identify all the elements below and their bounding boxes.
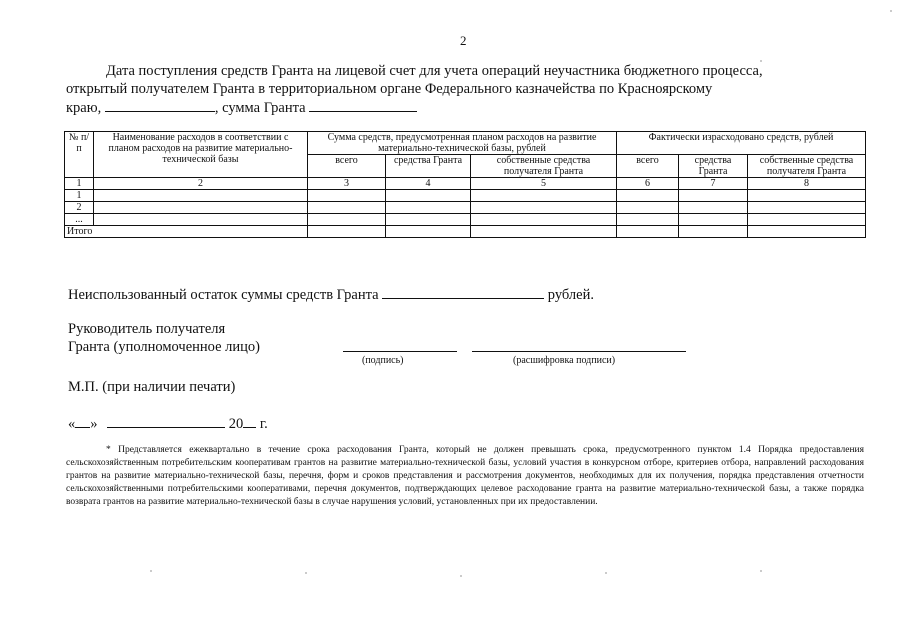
header-planned-grant: средства Гранта [386, 155, 471, 178]
page-number: 2 [460, 33, 467, 48]
table-cell[interactable] [748, 202, 866, 214]
col-number: 7 [679, 178, 748, 190]
col-number: 4 [386, 178, 471, 190]
column-numbers-row [65, 178, 866, 190]
total-label: Итого [65, 226, 308, 238]
col-number: 6 [617, 178, 679, 190]
intro-paragraph [66, 62, 864, 117]
table-cell[interactable] [471, 202, 617, 214]
table-cell[interactable] [679, 214, 748, 226]
header-planned-total: всего [308, 155, 386, 178]
scan-speck [760, 60, 762, 62]
col-number: 3 [308, 178, 386, 190]
table-cell[interactable] [308, 226, 386, 238]
table-cell[interactable] [748, 214, 866, 226]
table-cell[interactable] [94, 214, 308, 226]
date-open-quote: « [68, 416, 76, 432]
signatory-role-2: Гранта (уполномоченное лицо) [68, 339, 260, 355]
col-number: 5 [471, 178, 617, 190]
table-row [65, 214, 866, 226]
unused-balance-blank[interactable] [382, 285, 544, 299]
table-cell[interactable] [308, 214, 386, 226]
intro-line-2: открытый получателем Гранта в территориальном органе Федерального казначейства по Красноярскому [66, 81, 713, 97]
year-blank[interactable] [243, 414, 256, 428]
table-row [65, 190, 866, 202]
header-expense-name: Наименование расходов в соответствии с планом расходов на развитие материально-технической базы [94, 132, 308, 178]
table-cell[interactable] [617, 226, 679, 238]
table-cell[interactable] [308, 202, 386, 214]
signatory-block [68, 320, 260, 356]
table-cell[interactable] [308, 190, 386, 202]
signature-line[interactable] [343, 351, 457, 352]
col-number: 8 [748, 178, 866, 190]
signature-decode-caption: (расшифровка подписи) [513, 355, 616, 366]
scan-speck [760, 570, 762, 572]
row-label: 2 [65, 202, 94, 214]
scan-speck [305, 572, 307, 574]
table-cell[interactable] [386, 190, 471, 202]
table-cell[interactable] [471, 190, 617, 202]
year-suffix: г. [256, 416, 268, 432]
intro-grant-sum-label: , сумма Гранта [214, 100, 310, 116]
scan-speck [150, 570, 152, 572]
header-actual-own: собственные средства получателя Гранта [748, 155, 866, 178]
header-actual: Фактически израсходовано средств, рублей [617, 132, 866, 155]
month-blank[interactable] [107, 414, 225, 428]
grant-sum-blank[interactable] [309, 98, 417, 112]
stamp-label: М.П. (при наличии печати) [68, 379, 236, 395]
total-row [65, 226, 866, 238]
intro-line-3 [66, 98, 864, 117]
year-prefix: 20 [228, 416, 244, 432]
table-cell[interactable] [748, 190, 866, 202]
table-cell[interactable] [471, 214, 617, 226]
table-cell[interactable] [386, 202, 471, 214]
unused-balance-line [68, 285, 594, 304]
scan-speck [890, 10, 892, 12]
table-cell[interactable] [617, 214, 679, 226]
header-planned: Сумма средств, предусмотренная планом расходов на развитие материально-технической базы, рублей [308, 132, 617, 155]
table-row [65, 202, 866, 214]
signatory-role-1: Руководитель получателя [68, 321, 226, 337]
unused-balance-unit: рублей. [544, 287, 594, 303]
table-cell[interactable] [94, 190, 308, 202]
row-label: 1 [65, 190, 94, 202]
unused-balance-label: Неиспользованный остаток суммы средств Гранта [68, 287, 383, 303]
signature-caption: (подпись) [362, 355, 404, 366]
table-cell[interactable] [748, 226, 866, 238]
col-number: 2 [94, 178, 308, 190]
date-line [68, 414, 268, 433]
intro-region: краю, [66, 100, 105, 116]
expense-table [64, 131, 866, 238]
table-cell[interactable] [679, 202, 748, 214]
col-number: 1 [65, 178, 94, 190]
table-cell[interactable] [679, 226, 748, 238]
scan-speck [605, 572, 607, 574]
header-planned-own: собственные средства получателя Гранта [471, 155, 617, 178]
scan-speck [460, 575, 462, 577]
table-cell[interactable] [679, 190, 748, 202]
footnote [66, 444, 864, 509]
row-label: ... [65, 214, 94, 226]
day-blank[interactable] [75, 414, 90, 428]
header-actual-total: всего [617, 155, 679, 178]
header-num: № п/п [65, 132, 94, 178]
header-actual-grant: средства Гранта [679, 155, 748, 178]
table-cell[interactable] [471, 226, 617, 238]
date-blank[interactable] [105, 98, 215, 112]
table-cell[interactable] [386, 226, 471, 238]
table-cell[interactable] [94, 202, 308, 214]
signature-decode-line[interactable] [472, 351, 686, 352]
table-cell[interactable] [617, 190, 679, 202]
date-close-quote: » [90, 416, 98, 432]
footnote-text: * Представляется ежеквартально в течение срока расходования Гранта, который не должен превышать срока, предусмотренного пунктом 1.4 Порядка предоставления сельскохозяйственным потребительским кооперативам грантов на развитие материально-технической базы, условий участия в конкурсном отборе, критериев отбора, направлений расходования грантов на развитие материально-технической базы, перечня, форм и сроков представления и рассмотрения документов, необходимых для их получения, порядка представления отчетности сельскохозяйственными потребительскими кооперативами, перечня документов, подтверждающих целевое расходование гранта на развитие материально-технической базы, а также порядка возврата грантов на развитие материально-технической базы в случае нарушения условий, установленных при их предоставлении. [66, 445, 864, 507]
intro-line-1: Дата поступления средств Гранта на лицевой счет для учета операций неучастника бюджетного процесса, [106, 63, 763, 79]
table-cell[interactable] [617, 202, 679, 214]
table-cell[interactable] [386, 214, 471, 226]
